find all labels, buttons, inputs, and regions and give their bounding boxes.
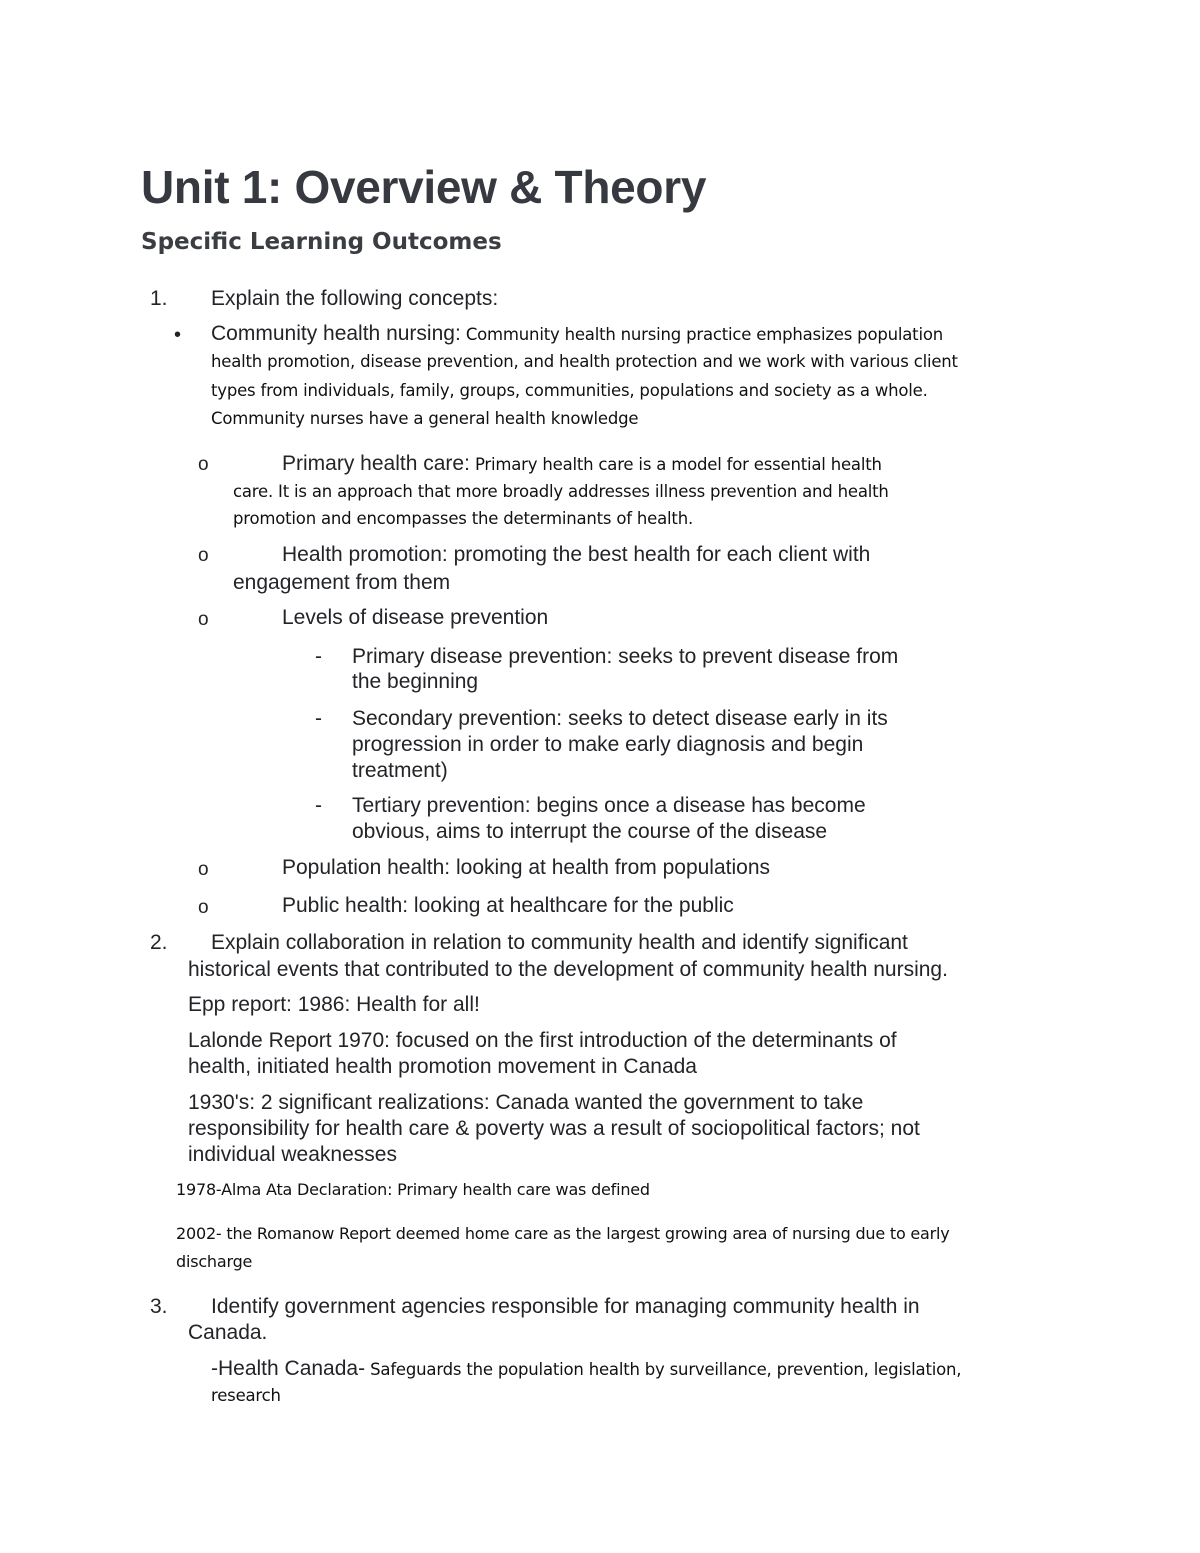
epp-report: Epp report: 1986: Health for all! bbox=[188, 993, 480, 1016]
secondary-prev-3: treatment) bbox=[352, 759, 448, 782]
thirties-3: individual weaknesses bbox=[188, 1143, 397, 1166]
section-heading: Specific Learning Outcomes bbox=[141, 229, 502, 255]
population-health: Population health: looking at health from populations bbox=[282, 856, 771, 879]
item3-text-1: Identify government agencies responsible for managing community health in bbox=[211, 1295, 920, 1318]
item2-text-2: historical events that contributed to the development of community health nursing. bbox=[188, 958, 948, 981]
ldp-label: Levels of disease prevention bbox=[282, 606, 549, 629]
romanow-1: 2002- the Romanow Report deemed home care as the largest growing area of nursing due to early bbox=[176, 1224, 950, 1243]
health-canada-line-1 bbox=[211, 1357, 961, 1381]
public-health: Public health: looking at healthcare for the public bbox=[282, 894, 734, 917]
lalonde-2: health, initiated health promotion movement in Canada bbox=[188, 1055, 697, 1078]
romanow-2: discharge bbox=[176, 1252, 253, 1271]
health-canada-text-1: Safeguards the population health by surveillance, prevention, legislation, bbox=[365, 1360, 962, 1379]
dash-tertiary: - bbox=[315, 794, 322, 817]
list-marker-1: 1. bbox=[150, 287, 168, 310]
sub-marker-pub: o bbox=[198, 897, 209, 918]
sub-marker-phc: o bbox=[198, 454, 209, 475]
sub-marker-ldp: o bbox=[198, 609, 209, 630]
chn-text-1: Community health nursing practice emphasizes population bbox=[460, 325, 943, 344]
tertiary-prev-2: obvious, aims to interrupt the course of the disease bbox=[352, 820, 828, 843]
phc-text-3: promotion and encompasses the determinants of health. bbox=[233, 509, 693, 528]
bullet-marker: • bbox=[174, 324, 182, 346]
hp-text-2: engagement from them bbox=[233, 571, 451, 594]
lalonde-1: Lalonde Report 1970: focused on the first introduction of the determinants of bbox=[188, 1029, 897, 1052]
health-canada-label: -Health Canada- bbox=[211, 1357, 366, 1380]
chn-line-1 bbox=[211, 322, 943, 346]
item2-text-1: Explain collaboration in relation to community health and identify significant bbox=[211, 931, 908, 954]
primary-prev-1: Primary disease prevention: seeks to prevent disease from bbox=[352, 645, 899, 668]
dash-primary: - bbox=[315, 645, 322, 668]
chn-text-2: health promotion, disease prevention, and health protection and we work with various client bbox=[211, 352, 958, 371]
thirties-1: 1930's: 2 significant realizations: Canada wanted the government to take bbox=[188, 1091, 864, 1114]
chn-label: Community health nursing: bbox=[211, 322, 461, 345]
page-title: Unit 1: Overview & Theory bbox=[141, 161, 707, 213]
phc-line-1 bbox=[282, 452, 882, 476]
item3-text-2: Canada. bbox=[188, 1321, 268, 1344]
dash-secondary: - bbox=[315, 707, 322, 730]
phc-text-2: care. It is an approach that more broadly addresses illness prevention and health bbox=[233, 482, 889, 501]
list-marker-2: 2. bbox=[150, 931, 168, 954]
sub-marker-pop: o bbox=[198, 859, 209, 880]
item1-heading: Explain the following concepts: bbox=[211, 287, 499, 310]
hp-text-1: Health promotion: promoting the best health for each client with bbox=[282, 543, 871, 566]
chn-text-4: Community nurses have a general health knowledge bbox=[211, 409, 639, 428]
thirties-2: responsibility for health care & poverty was a result of sociopolitical factors; not bbox=[188, 1117, 920, 1140]
phc-label: Primary health care: bbox=[282, 452, 470, 475]
phc-text-1: Primary health care is a model for essential health bbox=[469, 455, 882, 474]
health-canada-text-2: research bbox=[211, 1386, 281, 1405]
sub-marker-hp: o bbox=[198, 545, 209, 566]
tertiary-prev-1: Tertiary prevention: begins once a disease has become bbox=[352, 794, 866, 817]
secondary-prev-2: progression in order to make early diagnosis and begin bbox=[352, 733, 864, 756]
primary-prev-2: the beginning bbox=[352, 670, 479, 693]
secondary-prev-1: Secondary prevention: seeks to detect disease early in its bbox=[352, 707, 888, 730]
list-marker-3: 3. bbox=[150, 1295, 168, 1318]
chn-text-3: types from individuals, family, groups, communities, populations and society as a whole. bbox=[211, 381, 928, 400]
alma-ata: 1978-Alma Ata Declaration: Primary health care was defined bbox=[176, 1180, 650, 1199]
